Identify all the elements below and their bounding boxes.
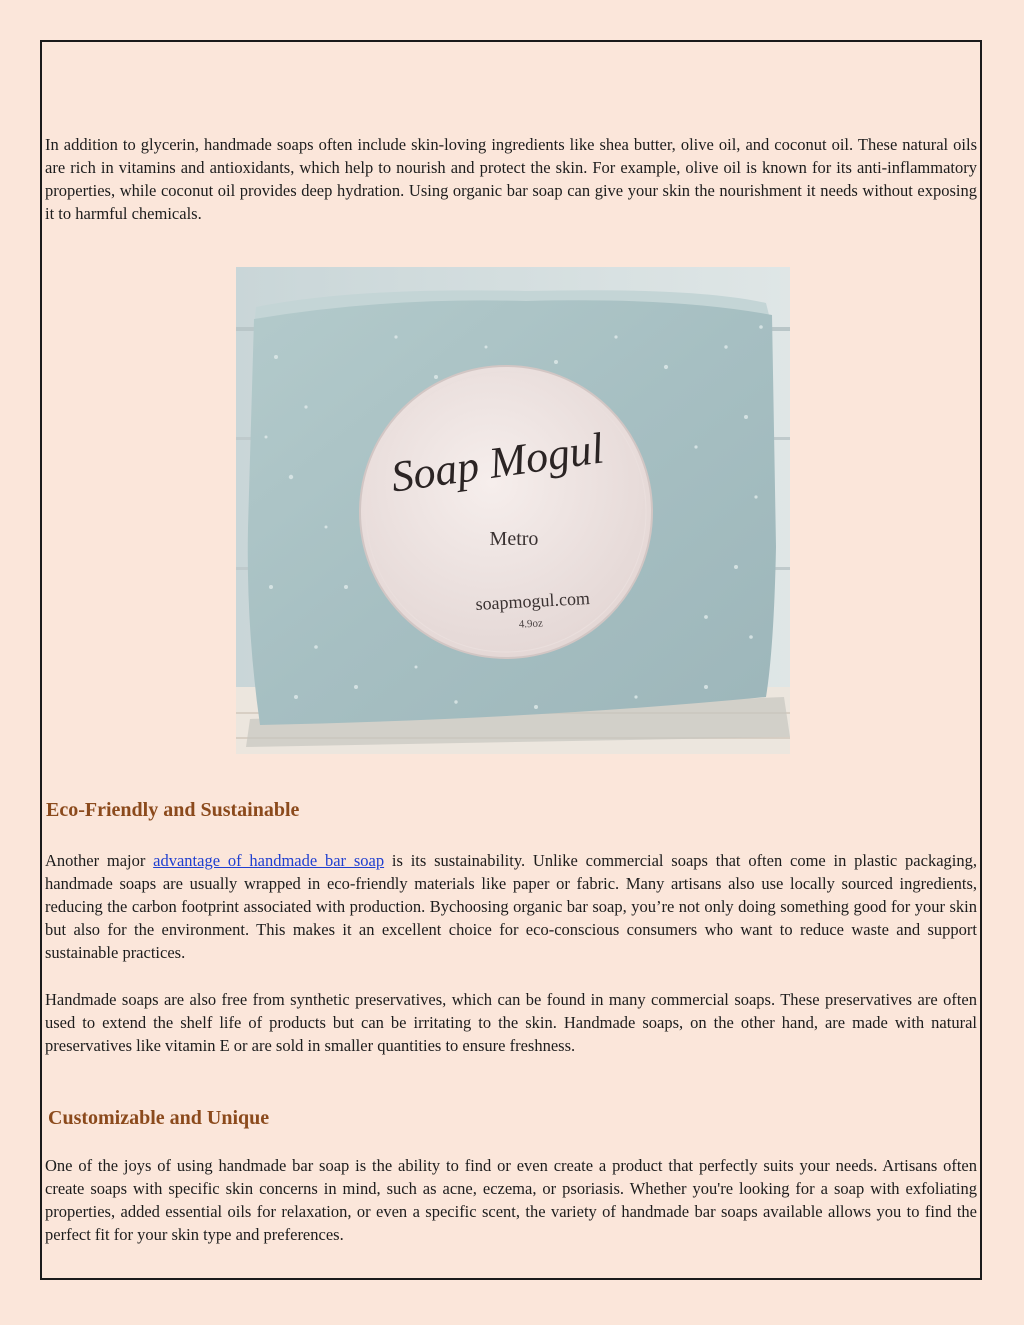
intro-paragraph: In addition to glycerin, handmade soaps often include skin-loving ingredients like shea butter, olive oil, and coconut oil. These natural oils are rich in vitamins and antioxidants, which help to nourish and protect the skin. For example, olive oil is known for its anti-inflammatory properties, while coconut oil provides deep hydration. Using organic bar soap can give your skin the nourishment it needs without exposing it to harmful chemicals.	[45, 135, 977, 223]
handmade-soap-advantage-link[interactable]: advantage of handmade bar soap	[153, 851, 385, 870]
label-product-text: Metro	[489, 528, 539, 550]
eco-friendly-heading: Eco-Friendly and Sustainable	[46, 799, 300, 821]
eco-text-before-link: Another major	[45, 851, 154, 870]
eco-text-after-link: is its sustainability. Unlike commercial soaps that often come in plastic packaging, handmade soaps are usually wrapped in eco-friendly materials like paper or fabric. Many artisans also use locally sourced ingredients, reducing the carbon footprint associated with production. Bychoosing organic bar soap, you’re not only doing something good for your skin but also for the environment. This makes it an excellent choice for eco-conscious consumers who want to reduce waste and support sustainable practices.	[45, 851, 977, 962]
document-page	[40, 40, 982, 1280]
preservatives-paragraph: Handmade soaps are also free from synthetic preservatives, which can be found in many commercial soaps. These preservatives are often used to extend the shelf life of products but can be irritating to the skin. Handmade soaps, on the other hand, are made with natural preservatives like vitamin E or are sold in smaller quantities to ensure freshness.	[45, 990, 977, 1055]
eco-friendly-paragraph	[45, 849, 977, 964]
customizable-paragraph: One of the joys of using handmade bar soap is the ability to find or even create a product that perfectly suits your needs. Artisans often create soaps with specific skin concerns in mind, such as acne, eczema, or psoriasis. Whether you're looking for a soap with exfoliating properties, added essential oils for relaxation, or even a specific scent, the variety of handmade bar soaps available allows you to find the perfect fit for your skin type and preferences.	[45, 1156, 977, 1244]
label-website-text: soapmogul.com	[474, 588, 591, 614]
soap-product-photo	[236, 267, 790, 754]
label-brand-text: Soap Mogul	[388, 423, 607, 502]
customizable-heading: Customizable and Unique	[48, 1107, 270, 1129]
label-weight-text: 4.9oz	[518, 617, 544, 631]
